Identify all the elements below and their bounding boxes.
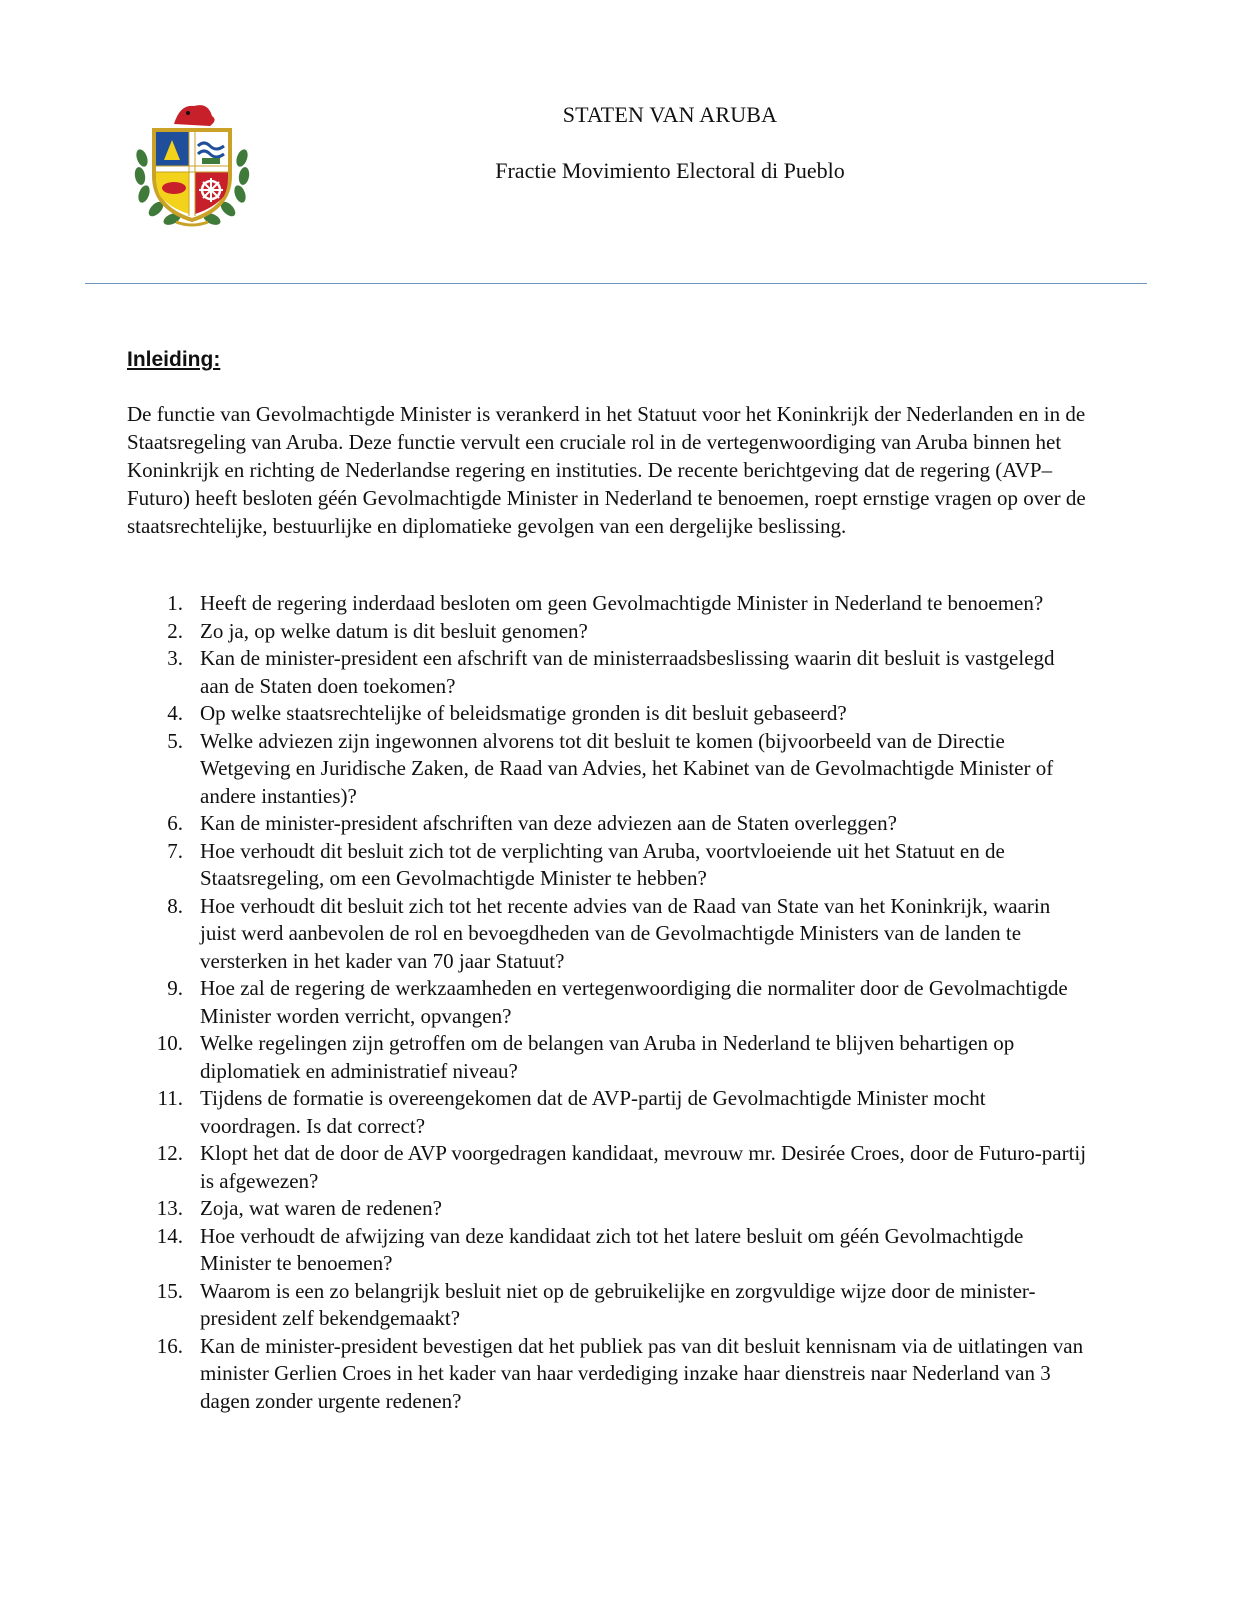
list-item — [127, 1333, 1087, 1416]
list-item — [127, 1030, 1087, 1085]
list-item — [127, 1223, 1087, 1278]
question-number: 11. — [157, 1086, 183, 1110]
list-item — [127, 645, 1087, 700]
question-text: Hoe zal de regering de werkzaamheden en vertegenwoordiging die normaliter door de Gevolmachtigde Minister worden verricht, opvangen? — [200, 976, 1068, 1028]
list-item — [127, 838, 1087, 893]
question-number: 4. — [167, 701, 183, 725]
question-list — [127, 590, 1087, 1415]
question-number: 12. — [156, 1141, 183, 1165]
question-number: 14. — [156, 1223, 183, 1248]
header-subtitle: Fractie Movimiento Electoral di Pueblo — [495, 158, 845, 183]
question-text: Zo ja, op welke datum is dit besluit genomen? — [200, 618, 588, 643]
list-item — [127, 618, 1087, 646]
coat-of-arms-emblem — [132, 98, 252, 230]
question-number: 10. — [156, 1031, 183, 1055]
question-text: Hoe verhoudt dit besluit zich tot het recente advies van de Raad van State van het Koninkrijk, waarin juist werd aanbevolen de rol en bevoegdheden van de Gevolmachtigde Ministers van de landen te versterken in het kader van 70 jaar Statuut? — [200, 893, 1051, 973]
question-number: 8. — [167, 893, 183, 918]
question-number: 15. — [156, 1278, 183, 1303]
list-item — [127, 810, 1087, 838]
list-item — [127, 700, 1087, 728]
list-item — [127, 975, 1087, 1030]
question-number: 6. — [167, 811, 183, 835]
question-text: Zoja, wat waren de redenen? — [200, 1196, 442, 1220]
question-text: Kan de minister-president afschriften van deze adviezen aan de Staten overleggen? — [200, 811, 897, 835]
question-text: Tijdens de formatie is overeengekomen dat de AVP-partij de Gevolmachtigde Minister mocht voordragen. Is dat correct? — [200, 1086, 986, 1138]
question-text: Heeft de regering inderdaad besloten om geen Gevolmachtigde Minister in Nederland te benoemen? — [200, 591, 1044, 615]
list-item — [127, 1195, 1087, 1223]
question-text: Waarom is een zo belangrijk besluit niet op de gebruikelijke en zorgvuldige wijze door de minister-president zelf bekendgemaakt? — [200, 1278, 1036, 1330]
question-text: Welke regelingen zijn getroffen om de belangen van Aruba in Nederland te blijven behartigen op diplomatiek en administratief niveau? — [200, 1031, 1015, 1083]
list-item — [127, 590, 1087, 618]
question-text: Klopt het dat de door de AVP voorgedragen kandidaat, mevrouw mr. Desirée Croes, door de Futuro-partij is afgewezen? — [200, 1141, 1087, 1193]
question-text: Kan de minister-president bevestigen dat het publiek pas van dit besluit kennisnam via de uitlatingen van minister Gerlien Croes in het kader van haar verdediging inzake haar dienstreis naar Nederland van 3 dagen zonder urgente redenen? — [200, 1333, 1084, 1413]
question-number: 7. — [167, 838, 183, 863]
list-item — [127, 893, 1087, 976]
question-number: 5. — [167, 728, 183, 753]
question-number: 16. — [156, 1333, 183, 1358]
question-number: 2. — [167, 618, 183, 643]
list-item — [127, 1140, 1087, 1195]
question-text: Hoe verhoudt dit besluit zich tot de verplichting van Aruba, voortvloeiende uit het Statuut en de Staatsregeling, om een Gevolmachtigde Minister te hebben? — [200, 838, 1005, 890]
list-item — [127, 1085, 1087, 1140]
header-divider — [85, 283, 1147, 284]
question-number: 1. — [167, 591, 183, 615]
question-text: Welke adviezen zijn ingewonnen alvorens tot dit besluit te komen (bijvoorbeeld van de Directie Wetgeving en Juridische Zaken, de Raad van Advies, het Kabinet van de Gevolmachtigde Minister of andere instanties)? — [200, 728, 1054, 808]
question-text: Op welke staatsrechtelijke of beleidsmatige gronden is dit besluit gebaseerd? — [200, 701, 847, 725]
intro-paragraph: De functie van Gevolmachtigde Minister is verankerd in het Statuut voor het Koninkrijk der Nederlanden en in de Staatsregeling van Aruba. Deze functie vervult een cruciale rol in de vertegenwoordiging van Aruba binnen het Koninkrijk en richting de Nederlandse regering en instituties. De recente berichtgeving dat de regering (AVP–Futuro) heeft besloten géén Gevolmachtigde Minister in Nederland te benoemen, roept ernstige vragen op over de staatsrechtelijke, bestuurlijke en diplomatieke gevolgen van een dergelijke beslissing. — [127, 402, 1086, 538]
question-text: Kan de minister-president een afschrift van de ministerraadsbeslissing waarin dit besluit is vastgelegd aan de Staten doen toekomen? — [200, 646, 1055, 698]
list-item — [127, 728, 1087, 811]
question-text: Hoe verhoudt de afwijzing van deze kandidaat zich tot het latere besluit om géén Gevolmachtigde Minister te benoemen? — [200, 1223, 1024, 1275]
question-number: 3. — [167, 646, 183, 670]
question-number: 9. — [167, 976, 183, 1000]
list-item — [127, 1278, 1087, 1333]
header-title: STATEN VAN ARUBA — [562, 102, 778, 127]
question-number: 13. — [156, 1196, 183, 1220]
section-heading: Inleiding: — [127, 348, 221, 371]
